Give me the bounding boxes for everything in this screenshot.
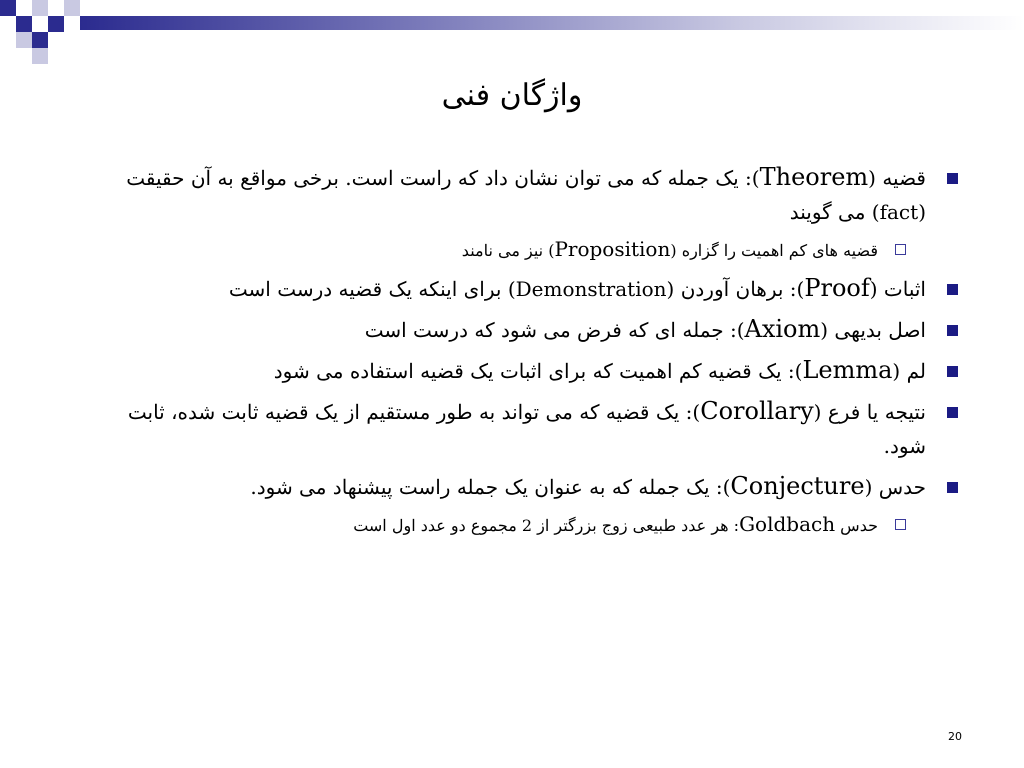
deco-square [16, 0, 32, 16]
item-text: حدس ( [864, 475, 926, 499]
bullet-item-conjecture [90, 469, 928, 504]
square-bullet-icon [947, 173, 958, 184]
item-text: : هر عدد طبیعی زوج بزرگتر از 2 مجموع دو عدد اول است [353, 516, 740, 535]
bullet-item-proof [90, 271, 928, 306]
term: Theorem [759, 163, 869, 191]
bullet-item-axiom [90, 312, 928, 347]
item-text: نتیجه یا فرع ( [813, 400, 926, 424]
item-text: حدس [835, 516, 878, 535]
deco-square [32, 48, 48, 64]
deco-square [16, 32, 32, 48]
term: Lemma [802, 356, 893, 384]
deco-square [48, 32, 64, 48]
item-text: اثبات ( [869, 277, 926, 301]
sub-item-proposition [90, 235, 878, 265]
item-text: ): برهان آوردن (Demonstration) برای اینکه یک قضیه درست است [228, 277, 805, 301]
deco-square [48, 16, 64, 32]
square-bullet-icon [947, 482, 958, 493]
hollow-square-bullet-icon [895, 519, 906, 530]
deco-square [32, 16, 48, 32]
deco-square [32, 0, 48, 16]
bullet-item-theorem [90, 160, 928, 229]
square-bullet-icon [947, 366, 958, 377]
sub-item-goldbach [90, 510, 878, 540]
item-text: ): جمله ای که فرض می شود که درست است [364, 318, 745, 342]
square-bullet-icon [947, 407, 958, 418]
deco-square [16, 16, 32, 32]
square-bullet-icon [947, 284, 958, 295]
slide-title: واژگان فنی [441, 78, 583, 113]
deco-square [32, 32, 48, 48]
term: Goldbach [739, 512, 836, 536]
item-text: ): یک جمله که به عنوان یک جمله راست پیشنهاد می شود. [250, 475, 731, 499]
term: Conjecture [730, 472, 865, 500]
item-text: ): یک جمله که می توان نشان داد که راست است. برخی مواقع به آن حقیقت (fact) می گویند [126, 166, 926, 224]
term: Proposition [554, 237, 671, 261]
item-text: ) نیز می نامند [461, 241, 555, 260]
deco-square [0, 0, 16, 16]
item-text: قضیه ( [868, 166, 926, 190]
term: Proof [804, 274, 870, 302]
square-bullet-icon [947, 325, 958, 336]
item-text: لم ( [892, 359, 926, 383]
bullet-item-lemma [90, 353, 928, 388]
deco-square [64, 16, 80, 32]
page-number: 20 [948, 730, 962, 743]
item-text: ): یک قضیه کم اهمیت که برای اثبات یک قضیه استفاده می شود [273, 359, 803, 383]
deco-square [48, 0, 64, 16]
item-text: قضیه های کم اهمیت را گزاره ( [670, 241, 878, 260]
bullet-item-corollary [90, 394, 928, 463]
hollow-square-bullet-icon [895, 244, 906, 255]
term: Axiom [744, 315, 821, 343]
item-text: اصل بدیهی ( [820, 318, 926, 342]
deco-square [64, 0, 80, 16]
bullet-list [90, 160, 928, 546]
term: Corollary [700, 397, 814, 425]
deco-square [0, 16, 16, 32]
item-text: ): یک قضیه که می تواند به طور مستقیم از یک قضیه ثابت شده، ثابت شود. [127, 400, 926, 458]
header-gradient-band [80, 16, 1024, 30]
